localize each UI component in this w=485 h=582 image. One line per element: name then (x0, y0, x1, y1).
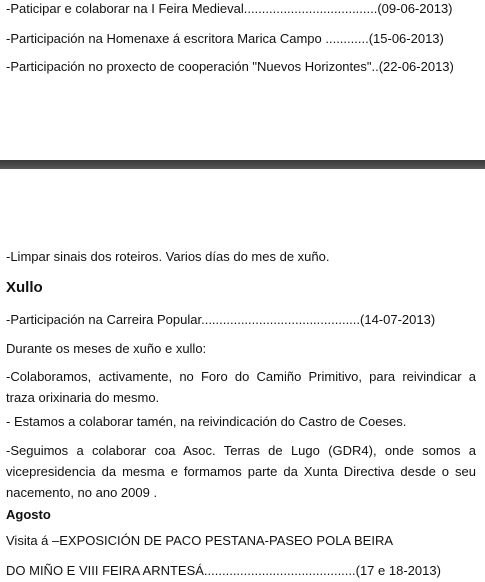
castro-coeses-paragraph: - Estamos a colaborar tamén, na reivindicación do Castro de Coeses. (6, 414, 407, 429)
document-page-top (0, 0, 485, 160)
activity-line-homenaxe: -Participación na Homenaxe á escritora Marica Campo ............(15-06-2013) (6, 31, 444, 46)
june-note: -Limpar sinais dos roteiros. Varios días do mes de xuño. (6, 249, 330, 264)
june-july-intro: Durante os meses de xuño e xullo: (6, 341, 207, 356)
august-line-2: DO MIÑO E VIII FEIRA ARNTESÁ..........................................(17 e 18-2013) (6, 563, 441, 578)
july-heading: Xullo (6, 279, 43, 296)
document-page-bottom (0, 169, 485, 582)
foro-camino-paragraph: -Colaboramos, activamente, no Foro do Camiño Primitivo, para reivindicar a traza orixinaria do mesmo. (6, 369, 476, 405)
activity-line-nuevos-horizontes: -Participación no proxecto de cooperación "Nuevos Horizontes"..(22-06-2013) (6, 59, 454, 74)
page-break-divider (0, 160, 485, 169)
july-item: -Participación na Carreira Popular............................................(14-07-2013) (6, 312, 436, 327)
activity-line-feira-medieval: -Paticipar e colaborar na I Feira Medieval.....................................(09-06-2013) (6, 1, 453, 16)
august-heading: Agosto (6, 507, 51, 522)
terras-lugo-paragraph: -Seguimos a colaborar coa Asoc. Terras de Lugo (GDR4), onde somos a vicepresidencia da mesma e formamos parte da Xunta Directiva desde o seu nacemento, no ano 2009 . (6, 443, 476, 500)
august-line-1: Visita á –EXPOSICIÓN DE PACO PESTANA-PASEO POLA BEIRA (6, 533, 393, 548)
